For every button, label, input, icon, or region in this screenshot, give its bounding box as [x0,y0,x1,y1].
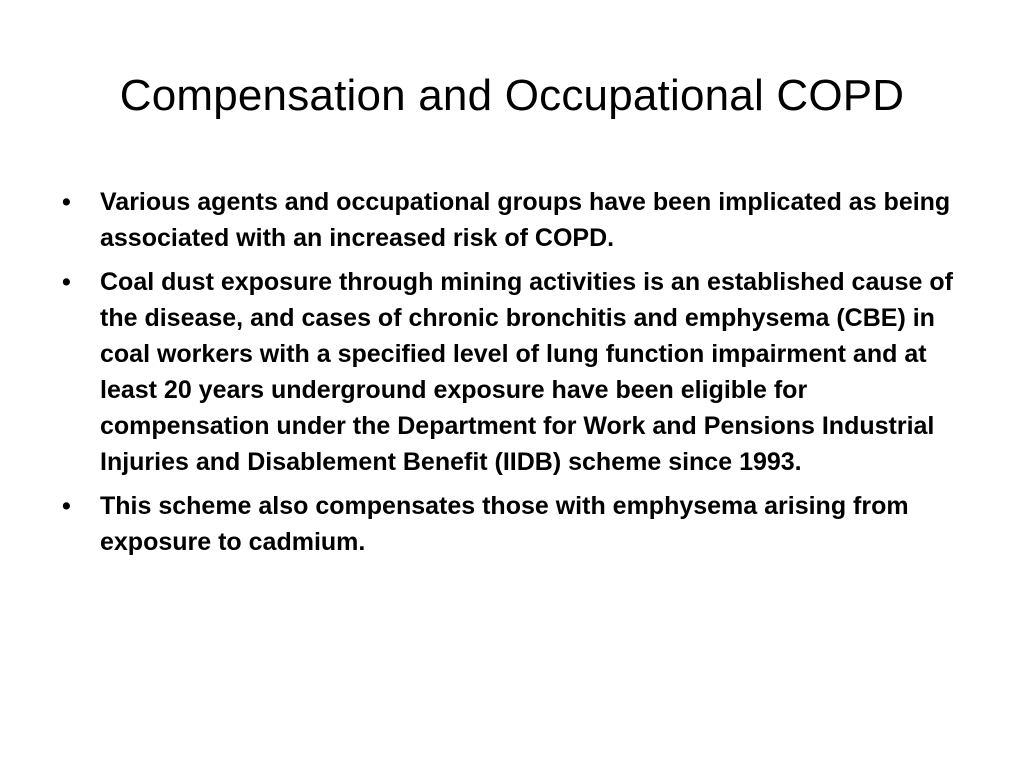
bullet-item [58,488,968,560]
slide-title: Compensation and Occupational COPD [119,71,905,120]
bullet-icon: • [62,268,71,296]
bullet-icon: • [62,188,71,216]
bullet-icon: • [62,492,71,520]
bullet-text: Coal dust exposure through mining activities is an established cause of the disease, and cases of chronic bronchitis and emphysema (CBE) in coal workers with a specified level of lung function impairment and at least 20 years underground exposure have been eligible for compensation under the Department for Work and Pensions Industrial Injuries and Disablement Benefit (IIDB) scheme since 1993. [100,268,953,476]
bullet-text: This scheme also compensates those with emphysema arising from exposure to cadmium. [100,492,909,556]
bullet-text: Various agents and occupational groups have been implicated as being associated with an increased risk of COPD. [100,188,951,252]
bullet-item [58,184,968,256]
bullet-list [58,184,968,568]
bullet-item [58,264,968,480]
